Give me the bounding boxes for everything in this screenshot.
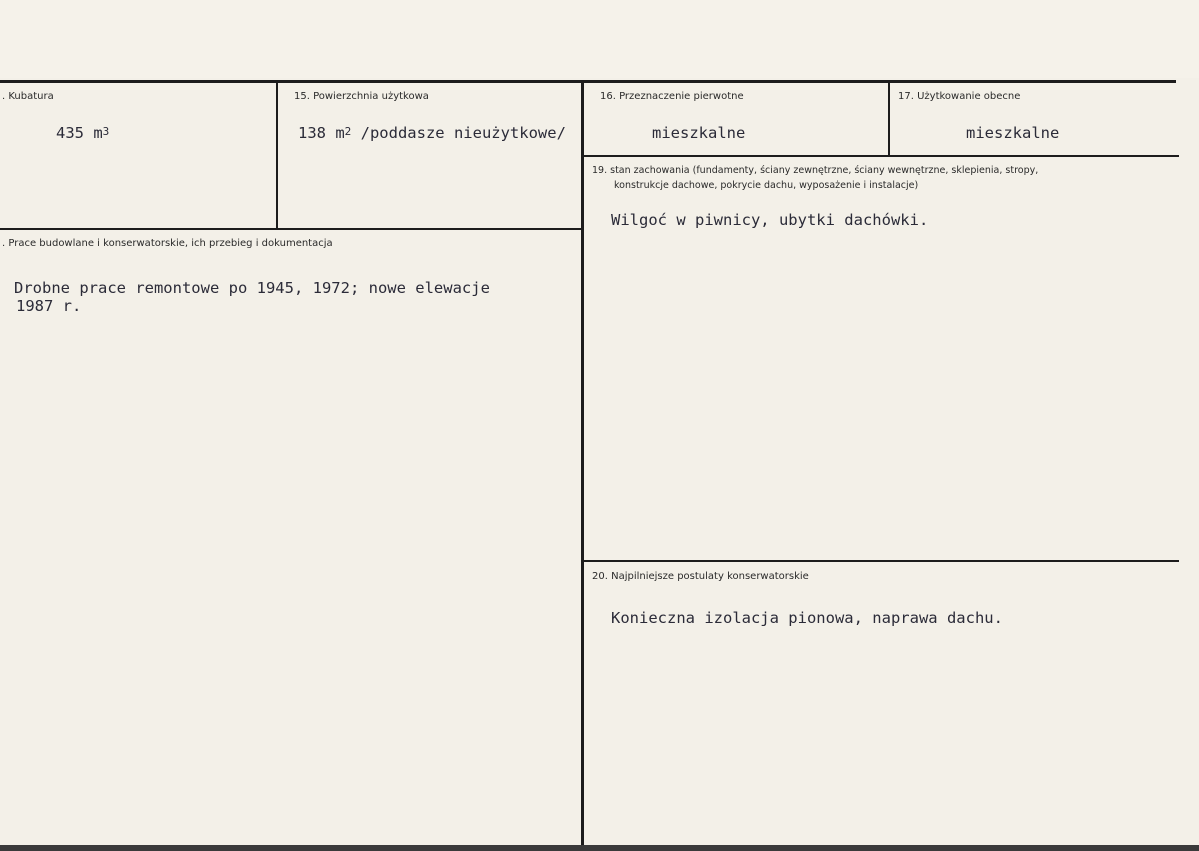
field-14-value (56, 124, 109, 144)
field-19-label-line1: 19. stan zachowania (fundamenty, ściany zewnętrzne, ściany wewnętrzne, sklepienia, stropy, (592, 165, 1039, 176)
divider-center (581, 82, 584, 845)
field-14-value-text: 435 m (56, 124, 103, 142)
field-20-value: Konieczna izolacja pionowa, naprawa dachu. (611, 609, 1003, 627)
field-14-value-sup: 3 (102, 125, 110, 138)
rule-above-20 (583, 560, 1179, 562)
field-16-value: mieszkalne (652, 124, 746, 142)
field-15-value-note: /poddasze nieużytkowe/ (351, 124, 566, 142)
field-15-value-sup: 2 (344, 125, 352, 138)
field-15-value (298, 124, 566, 144)
field-18-label: . Prace budowlane i konserwatorskie, ich przebieg i dokumentacja (2, 238, 333, 249)
top-rule (0, 80, 1176, 83)
divider-14-15 (276, 82, 278, 230)
field-18-value-line1: Drobne prace remontowe po 1945, 1972; nowe elewacje (14, 279, 490, 297)
card-top-margin (0, 0, 1199, 78)
field-14-label: . Kubatura (2, 91, 54, 102)
field-17-label: 17. Użytkowanie obecne (898, 91, 1021, 102)
field-15-label: 15. Powierzchnia użytkowa (294, 91, 429, 102)
card-bottom-edge (0, 845, 1199, 851)
rule-under-16-17 (583, 155, 1179, 157)
field-19-value: Wilgoć w piwnicy, ubytki dachówki. (611, 211, 929, 229)
field-17-value: mieszkalne (966, 124, 1060, 142)
divider-16-17 (888, 82, 890, 157)
field-16-label: 16. Przeznaczenie pierwotne (600, 91, 744, 102)
field-18-value-line2: 1987 r. (16, 297, 82, 315)
rule-under-14-15 (0, 228, 583, 230)
field-19-label-line2: konstrukcje dachowe, pokrycie dachu, wyposażenie i instalacje) (614, 180, 919, 191)
field-20-label: 20. Najpilniejsze postulaty konserwatorskie (592, 571, 809, 582)
field-15-value-text: 138 m (298, 124, 345, 142)
